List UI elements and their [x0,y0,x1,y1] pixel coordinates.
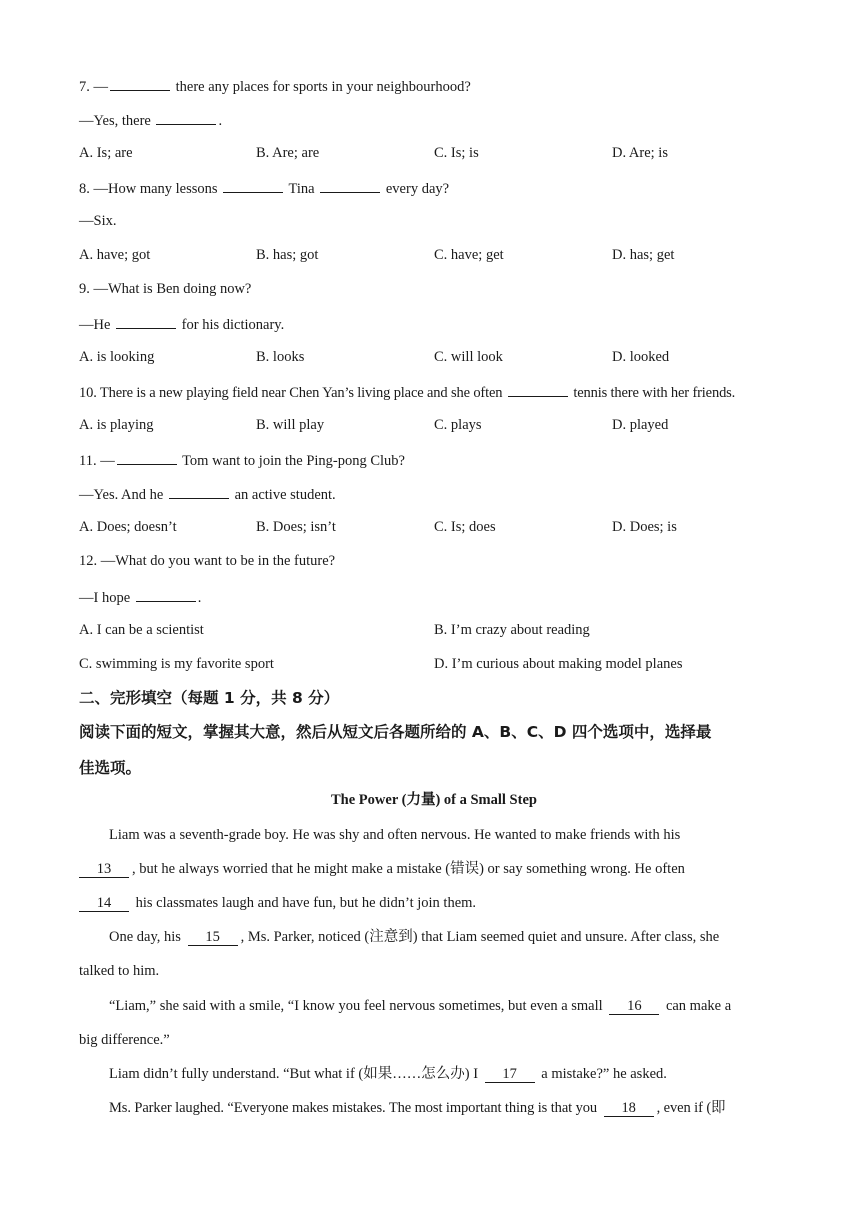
option-a: A. Is; are [79,145,133,161]
question-text: 7. — [79,79,108,95]
question-text: tennis there with her friends. [569,385,736,401]
option-c: C. Is; does [434,519,496,535]
question-12: 12. —What do you want to be in the future? [79,553,336,569]
option-b: B. looks [256,349,305,365]
option-b: B. I’m crazy about reading [434,622,590,638]
response-text: . [197,590,202,606]
option-a: A. have; got [79,247,151,263]
section-instruction: 阅读下面的短文，掌握其大意，然后从短文后各题所给的 A、B、C、D 四个选项中，选择最 [79,723,712,741]
question-7 [79,76,471,96]
option-c: C. swimming is my favorite sport [79,656,274,672]
answer-blank [223,178,283,193]
passage-line [79,894,476,912]
option-c: C. have; get [434,247,504,263]
question-text: Tom want to join the Ping-pong Club? [178,453,405,469]
question-10 [79,382,735,402]
option-d: D. Does; is [612,519,677,535]
passage-text: “Liam,” she said with a smile, “I know you feel nervous sometimes, but even a small [109,998,607,1014]
section-instruction: 佳选项。 [79,759,142,777]
option-c: C. plays [434,417,482,433]
passage-text: can make a [662,998,732,1014]
option-a: A. is looking [79,349,155,365]
option-d: D. has; get [612,247,675,263]
option-a: A. I can be a scientist [79,622,204,638]
response-text: —He [79,317,115,333]
question-9: 9. —What is Ben doing now? [79,281,252,297]
question-text: 8. —How many lessons [79,181,222,197]
passage-text: his classmates laugh and have fun, but he didn’t join them. [132,895,477,911]
option-b: B. Does; isn’t [256,519,336,535]
option-a: A. is playing [79,417,154,433]
question-text: 11. — [79,453,115,469]
passage-text: , but he always worried that he might make a mistake (错误) or say something wrong. He often [132,861,685,877]
cloze-blank-13: 13 [79,861,129,878]
cloze-blank-18: 18 [604,1100,654,1117]
option-b: B. Are; are [256,145,320,161]
response-11 [79,484,336,504]
option-c: C. Is; is [434,145,479,161]
passage-title: The Power (力量) of a Small Step [331,792,537,808]
answer-blank [156,110,216,125]
answer-blank [117,450,177,465]
answer-blank [110,76,170,91]
response-text: . [218,113,223,129]
section-heading: 二、完形填空（每题 1 分，共 8 分） [79,689,340,707]
response-8: —Six. [79,213,117,229]
answer-blank [320,178,380,193]
cloze-blank-14: 14 [79,895,129,912]
passage-text: a mistake?” he asked. [537,1066,667,1082]
response-9 [79,314,284,334]
option-b: B. has; got [256,247,319,263]
passage-text: Liam didn’t fully understand. “But what if (如果……怎么办) I [109,1066,482,1082]
question-11 [79,450,405,470]
passage-text: Ms. Parker laughed. “Everyone makes mistakes. The most important thing is that you [109,1100,601,1116]
option-a: A. Does; doesn’t [79,519,177,535]
response-12 [79,587,201,607]
answer-blank [136,587,196,602]
passage-line: talked to him. [79,963,160,979]
passage-text: , even if (即 [656,1100,726,1116]
response-text: for his dictionary. [178,317,285,333]
question-8 [79,178,449,198]
passage-line [109,1065,667,1083]
passage-line [109,928,719,946]
answer-blank [116,314,176,329]
passage-line: big difference.” [79,1032,170,1048]
response-text: —Yes. And he [79,487,167,503]
answer-blank [169,484,229,499]
option-d: D. looked [612,349,670,365]
passage-text: , Ms. Parker, noticed (注意到) that Liam seemed quiet and unsure. After class, she [240,929,720,945]
response-text: —Yes, there [79,113,155,129]
question-text: every day? [382,181,450,197]
option-c: C. will look [434,349,503,365]
passage-line [79,860,685,878]
cloze-blank-17: 17 [485,1066,535,1083]
passage-text: One day, his [109,929,185,945]
response-text: an active student. [230,487,336,503]
question-text: there any places for sports in your neighbourhood? [172,79,471,95]
option-b: B. will play [256,417,325,433]
cloze-blank-15: 15 [188,929,238,946]
question-text: Tina [285,181,319,197]
option-d: D. Are; is [612,145,668,161]
cloze-blank-16: 16 [609,998,659,1015]
passage-line [109,997,731,1015]
passage-line: Liam was a seventh-grade boy. He was shy and often nervous. He wanted to make friends with his [109,827,681,843]
option-d: D. I’m curious about making model planes [434,656,683,672]
option-d: D. played [612,417,669,433]
passage-line [109,1099,725,1117]
question-text: 10. There is a new playing field near Chen Yan’s living place and she often [79,385,506,401]
answer-blank [508,382,568,397]
response-text: —I hope [79,590,134,606]
response-7 [79,110,222,130]
